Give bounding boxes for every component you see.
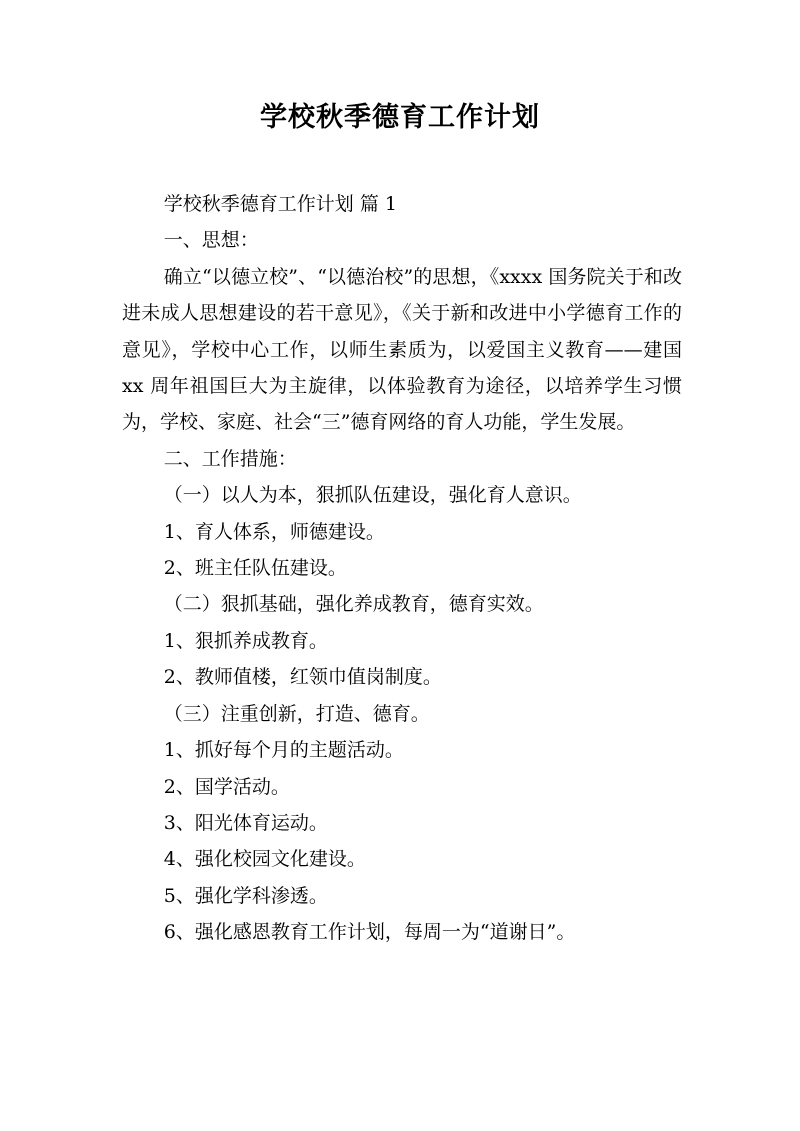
list-item: 6、强化感恩教育工作计划，每周一为“道谢日”。 — [163, 921, 576, 944]
list-item: 2、教师值楼，红领巾值岗制度。 — [163, 666, 442, 689]
list-item: 2、班主任队伍建设。 — [163, 557, 347, 580]
subheading-3: （三）注重创新，打造、德育。 — [163, 702, 430, 725]
list-item: 1、狠抓养成教育。 — [163, 629, 328, 652]
heading-thought: 一、思想： — [163, 229, 259, 252]
list-item: 5、强化学科渗透。 — [163, 884, 328, 907]
subheading-1: （一）以人为本，狠抓队伍建设，强化育人意识。 — [163, 484, 582, 507]
document-body — [122, 186, 682, 951]
document-title: 学校秋季德育工作计划 — [260, 102, 540, 133]
list-item: 2、国学活动。 — [163, 775, 290, 798]
paragraph-thought: 确立“以德立校”、“以德治校”的思想，《xxxx 国务院关于和改进未成人思想建设的若干意见》，《关于新和改进中小学德育工作的意见》，学校中心工作，以师生素质为，以爱国主义教育——建国 xx 周年祖国巨大为主旋律，以体验教育为途径，以培养学生习惯为，学校、家庭、社会“三”德育网络的育人功能，学生发展。 — [122, 265, 682, 434]
heading-measures: 二、工作措施： — [163, 447, 297, 470]
list-item: 1、育人体系，师德建设。 — [163, 520, 385, 543]
list-item: 4、强化校园文化建设。 — [163, 848, 366, 871]
section-heading: 学校秋季德育工作计划 篇 1 — [163, 193, 397, 215]
list-item: 1、抓好每个月的主题活动。 — [163, 739, 404, 762]
subheading-2: （二）狠抓基础，强化养成教育，德育实效。 — [163, 593, 544, 616]
list-item: 3、阳光体育运动。 — [163, 811, 328, 834]
